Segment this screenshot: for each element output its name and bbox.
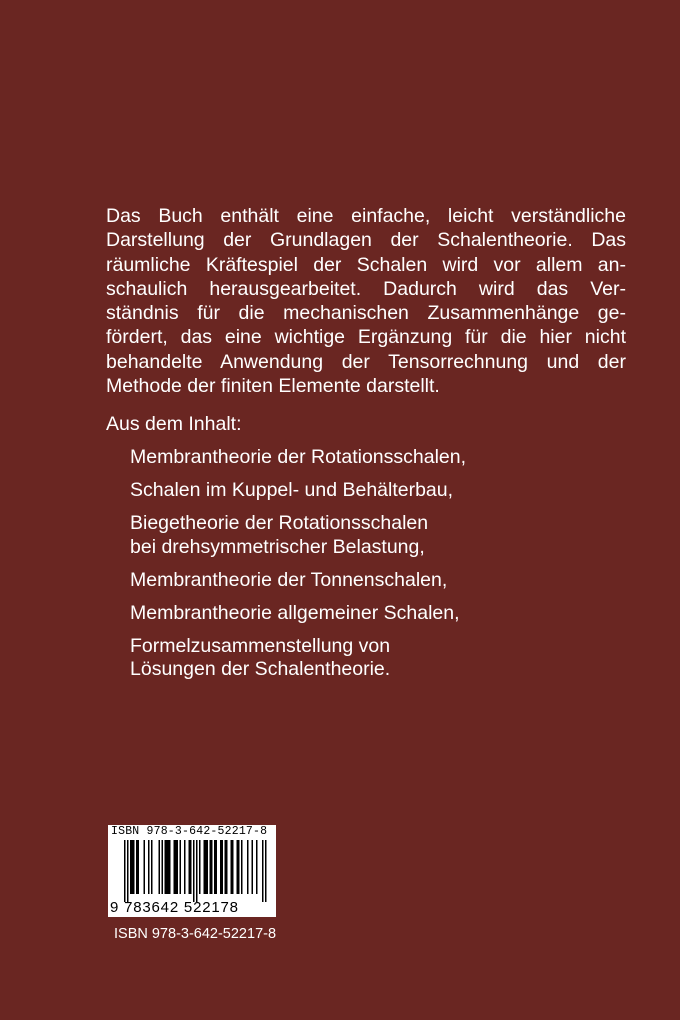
description-line: behandelte Anwendung der Tensorrechnung und der <box>106 350 626 373</box>
contents-item <box>130 446 466 470</box>
barcode-bar <box>199 840 201 894</box>
barcode-bar <box>151 840 153 894</box>
contents-item <box>130 635 466 682</box>
contents-item-line: Membrantheorie allgemeiner Schalen, <box>130 601 460 624</box>
description-line: räumliche Kräftespiel der Schalen wird vor allem an- <box>106 253 626 276</box>
barcode-bar <box>226 840 228 894</box>
barcode-bar <box>265 840 267 902</box>
barcode-bar <box>216 840 218 894</box>
contents-item <box>130 512 466 559</box>
barcode-bar <box>166 840 168 894</box>
book-description <box>106 204 626 398</box>
barcode-bar <box>184 840 186 894</box>
description-line: schaulich herausgearbeitet. Dadurch wird das Ver- <box>106 277 626 300</box>
contents-item-line: Biegetheorie der Rotationsschalen <box>130 512 429 534</box>
barcode-bar <box>210 840 212 894</box>
barcode-isbn-label: ISBN 978-3-642-52217-8 <box>111 825 268 838</box>
barcode-bar <box>165 840 167 894</box>
description-line: Das Buch enthält eine einfache, leicht verständliche <box>106 205 626 227</box>
barcode-bar <box>231 840 233 894</box>
barcode-bar <box>237 840 239 894</box>
barcode-bar <box>205 840 207 894</box>
barcode-bar <box>207 840 209 894</box>
contents-item <box>130 602 466 626</box>
barcode-bar <box>127 840 129 902</box>
barcode-bar <box>232 840 234 894</box>
barcode-bar <box>247 840 249 894</box>
barcode-bar <box>189 840 191 894</box>
isbn-barcode <box>108 825 276 917</box>
barcode-bar <box>138 840 140 894</box>
barcode-bar <box>211 840 213 894</box>
contents-item <box>130 569 466 593</box>
description-line: Methode der finiten Elemente darstellt. <box>106 375 440 398</box>
barcode-bar <box>252 840 254 894</box>
barcode-digits: 9 783642 522178 <box>110 899 239 916</box>
barcode-bar <box>196 840 198 902</box>
barcode-bar <box>162 840 164 894</box>
description-line: fördert, das eine wichtige Ergänzung für die hier nicht <box>106 326 626 349</box>
barcode-bar <box>177 840 179 894</box>
barcode-bar <box>148 840 150 894</box>
contents-heading: Aus dem Inhalt: <box>106 413 242 435</box>
isbn-text: ISBN 978-3-642-52217-8 <box>114 926 277 942</box>
description-line: Darstellung der Grundlagen der Schalentheorie. Das <box>106 229 626 252</box>
contents-item-line: Membrantheorie der Rotationsschalen, <box>130 446 467 468</box>
barcode-bar <box>262 840 264 902</box>
description-line: ständnis für die mechanischen Zusammenhänge ge- <box>106 302 626 325</box>
barcode-bar <box>132 840 134 894</box>
barcode-bar <box>241 840 243 894</box>
contents-item-line: Schalen im Kuppel- und Behälterbau, <box>130 479 454 501</box>
contents-item <box>130 479 466 503</box>
barcode-bar <box>174 840 176 894</box>
barcode-bar <box>256 840 258 894</box>
barcode-bar <box>159 840 161 894</box>
barcode-bar <box>133 840 135 894</box>
barcode-bar <box>169 840 171 894</box>
barcode-bar <box>175 840 177 894</box>
barcode-bar <box>136 840 138 894</box>
barcode-bar <box>180 840 182 894</box>
barcode-bar <box>238 840 240 894</box>
barcode-bar <box>220 840 222 894</box>
contents-list <box>130 446 466 691</box>
contents-item-line: Formelzusammenstellung von <box>130 634 391 657</box>
barcode-bar <box>130 840 132 894</box>
contents-item-line: Lösungen der Schalentheorie. <box>130 658 391 680</box>
barcode-bar <box>190 840 192 894</box>
barcode-bar <box>204 840 206 894</box>
barcode-bar <box>225 840 227 894</box>
contents-item-line: bei drehsymmetrischer Belastung, <box>130 535 425 558</box>
barcode-bar <box>168 840 170 894</box>
barcode-bar <box>124 840 126 902</box>
barcode-bar <box>193 840 195 902</box>
barcode-bar <box>214 840 216 894</box>
contents-item-line: Membrantheorie der Tonnenschalen, <box>130 568 448 591</box>
barcode-bar <box>222 840 224 894</box>
barcode-bar <box>144 840 146 894</box>
barcode-bars <box>108 838 276 902</box>
